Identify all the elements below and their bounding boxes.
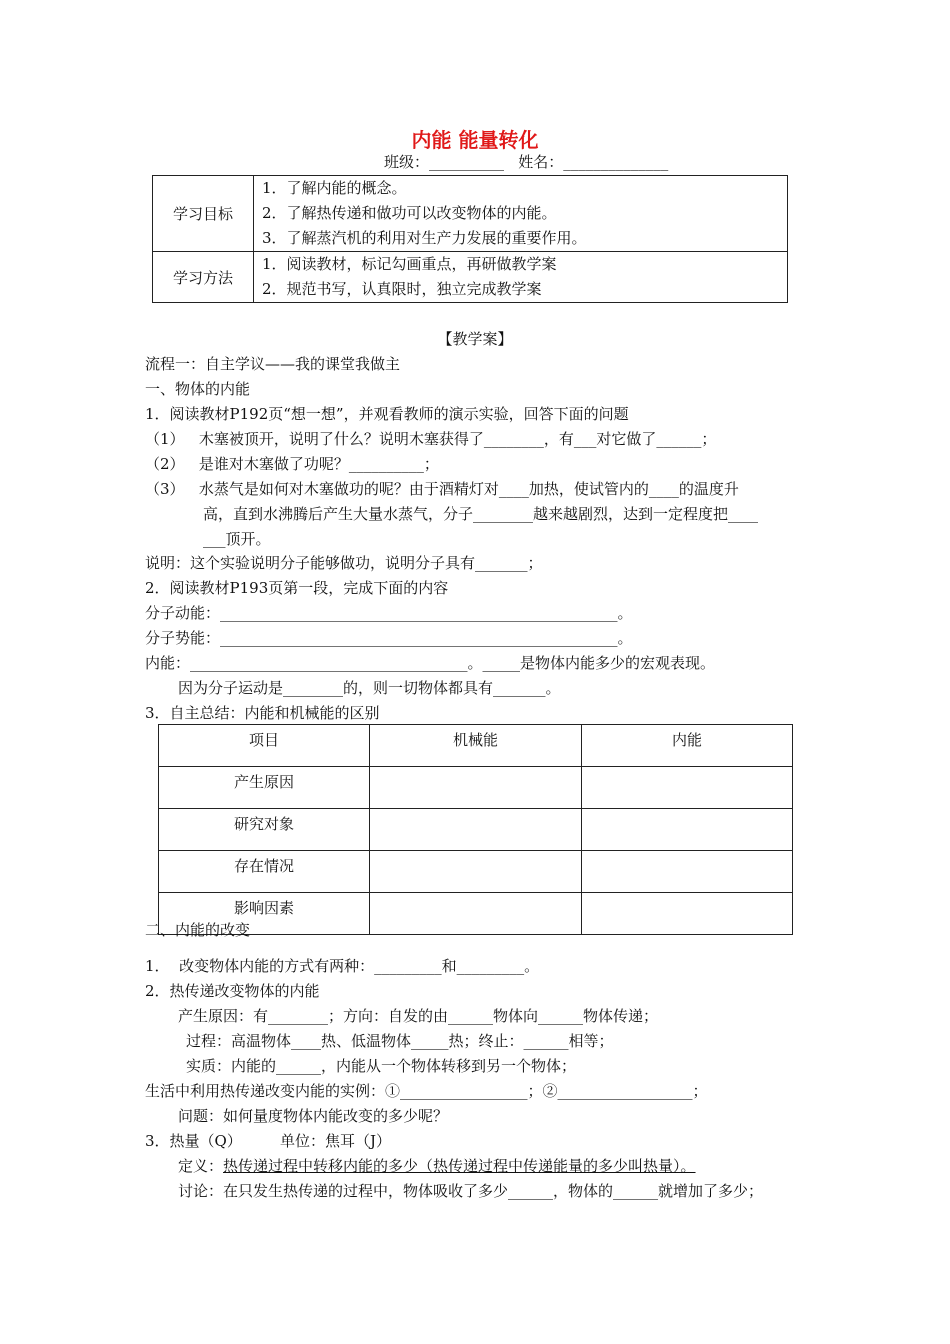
note-line: 说明：这个实验说明分子能够做功，说明分子具有_______； [145,554,543,572]
table-cell [582,851,793,893]
goal-item: 3．了解蒸汽机的利用对生产力发展的重要作用。 [262,229,587,247]
section-two-heading: 二、内能的改变 [145,921,251,939]
question-3: 3．自主总结：内能和机械能的区别 [145,704,380,722]
flow-one-heading: 流程一：自主学议——我的课堂我做主 [145,355,401,373]
because-line: 因为分子运动是________的，则一切物体都具有_______。 [178,679,561,697]
header-internal: 内能 [582,725,793,767]
discussion-line: 讨论：在只发生热传递的过程中，物体吸收了多少______，物体的______就增加了多少； [178,1182,764,1200]
goals-label: 学习目标 [153,176,254,252]
question-1-c-line3: ___顶开。 [203,530,271,548]
question-1-b: （2） 是谁对木塞做了功呢？__________； [145,455,439,473]
method-item: 2．规范书写，认真限时，独立完成教学案 [262,280,542,298]
row-label: 存在情况 [159,851,370,893]
table-cell [370,809,582,851]
definition-label: 定义： [178,1157,224,1175]
row-label: 产生原因 [159,767,370,809]
question-1-c-line2: 高，直到水沸腾后产生大量水蒸气，分子________越来越剧烈，达到一定程度把____ [203,505,759,523]
row-label: 影响因素 [159,893,370,935]
goal-item: 1．了解内能的概念。 [262,179,407,197]
page-title: 内能 能量转化 [411,128,539,152]
internal-energy-line: 内能：_____________________________________。_____是物体内能多少的宏观表现。 [145,654,716,672]
heat-transfer-heading: 2．热传递改变物体的内能 [145,982,320,1000]
row-label: 研究对象 [159,809,370,851]
table-cell [370,893,582,935]
question-1: 1．阅读教材P192页“想一想”，并观看教师的演示实验，回答下面的问题 [145,405,629,423]
essence-line: 实质：内能的______，内能从一个物体转移到另一个物体； [186,1057,577,1075]
definition-line [178,1156,696,1176]
change-methods-line: 1． 改变物体内能的方式有两种：_________和_________。 [145,957,540,975]
table-cell [370,851,582,893]
table-cell [582,809,793,851]
goal-item: 2．了解热传递和做功可以改变物体的内能。 [262,204,557,222]
question-1-a: （1） 木塞被顶开，说明了什么？说明木塞获得了________，有___对它做了______； [145,430,717,448]
section-one-heading: 一、物体的内能 [145,380,251,398]
table-cell [582,893,793,935]
question-line: 问题：如何量度物体内能改变的多少呢？ [178,1107,449,1125]
goals-cell [254,176,788,252]
heat-unit-line: 3．热量（Q） 单位：焦耳（J） [145,1132,391,1150]
examples-line: 生活中利用热传递改变内能的实例：①_________________；②__________________； [145,1082,708,1100]
objectives-table [152,175,788,303]
header-item: 项目 [159,725,370,767]
table-cell [582,767,793,809]
class-name-line: 班级：__________ 姓名：______________ [384,153,669,171]
potential-energy-line: 分子势能：_____________________________________________________。 [145,629,633,647]
cause-line: 产生原因：有________；方向：自发的由______物体向______物体传递； [178,1007,659,1025]
plan-heading: 【教学案】 [437,330,513,348]
comparison-table [158,724,793,935]
definition-text: 热传递过程中转移内能的多少（热传递过程中传递能量的多少叫热量）。 [223,1157,696,1175]
process-line: 过程：高温物体____热、低温物体_____热；终止：______相等； [186,1032,614,1050]
question-2: 2．阅读教材P193页第一段，完成下面的内容 [145,579,449,597]
question-1-c: （3） 水蒸气是如何对木塞做功的呢？由于酒精灯对____加热，使试管内的____的温度升 [145,480,739,498]
methods-cell [254,252,788,303]
method-item: 1．阅读教材，标记勾画重点，再研做教学案 [262,255,557,273]
methods-label: 学习方法 [153,252,254,303]
header-mechanical: 机械能 [370,725,582,767]
kinetic-energy-line: 分子动能：_____________________________________________________。 [145,604,633,622]
table-cell [370,767,582,809]
